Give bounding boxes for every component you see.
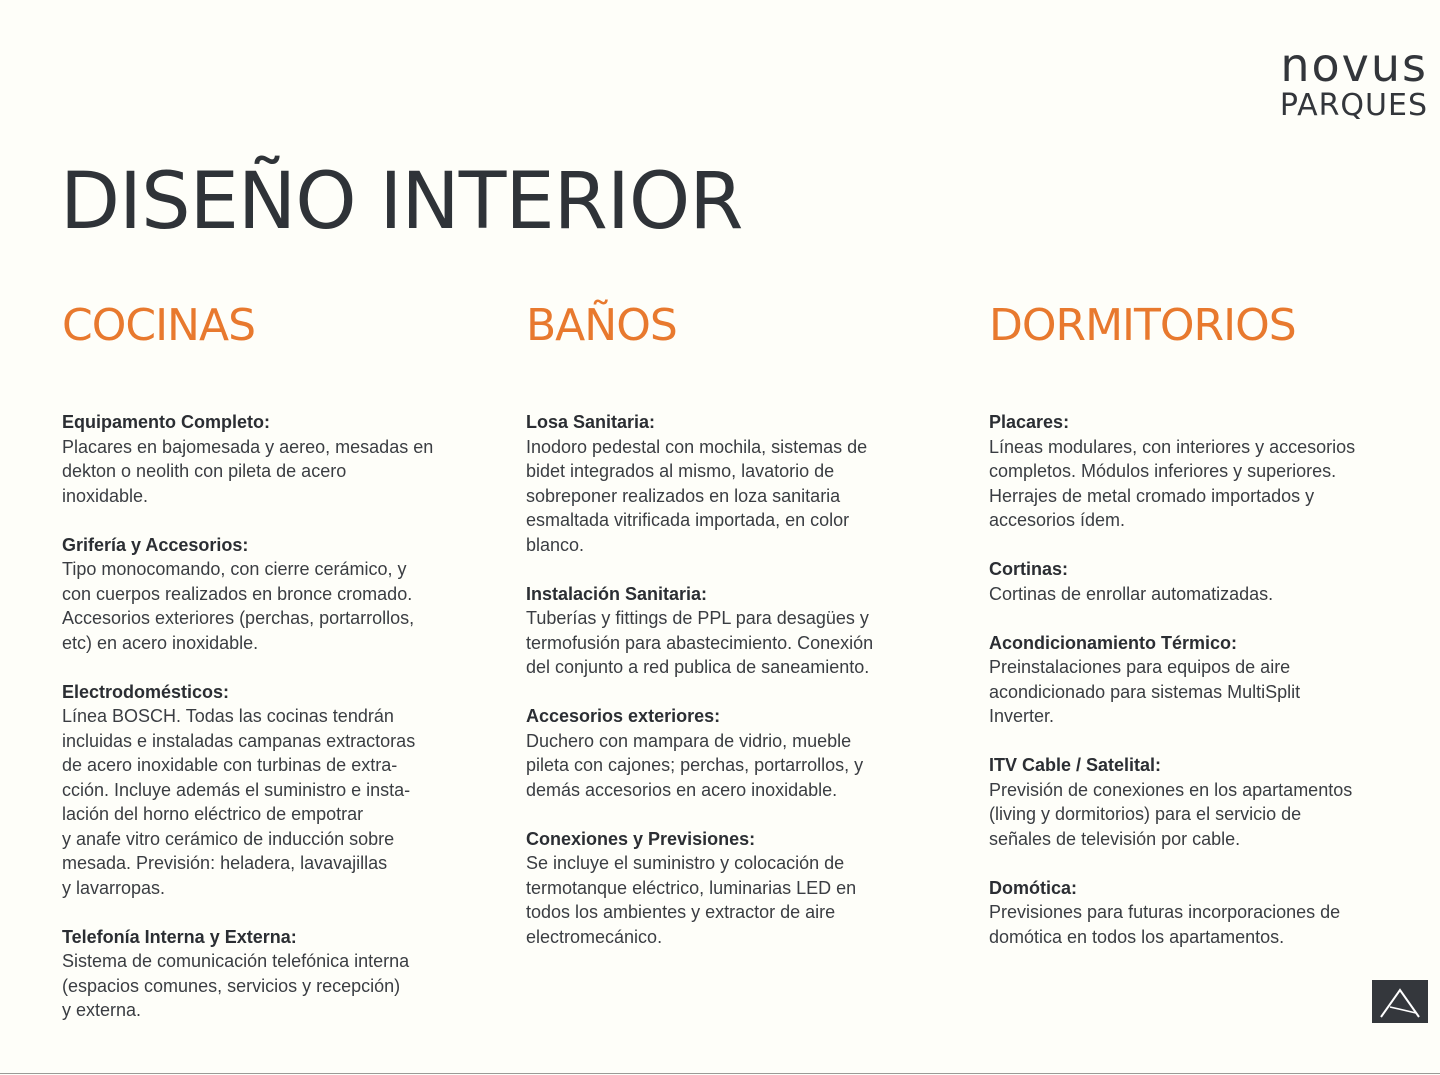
column-dormitorios <box>989 296 1389 974</box>
feature-section <box>62 680 462 901</box>
feature-title: Cortinas: <box>989 559 1069 579</box>
feature-description: Preinstalaciones para equipos de aire acondicionado para sistemas MultiSplit Inverter. <box>989 657 1301 726</box>
feature-section <box>526 410 926 557</box>
feature-description: Se incluye el suministro y colocación de termotanque eléctrico, luminarias LED en todos los ambientes y extractor de aire electromecánico. <box>526 853 857 947</box>
feature-section <box>62 925 462 1023</box>
column-heading: DORMITORIOS <box>989 300 1296 351</box>
feature-title: Telefonía Interna y Externa: <box>62 926 297 947</box>
feature-description: Duchero con mampara de vidrio, mueble pileta con cajones; perchas, portarrollos, y demás accesorios en acero inoxidable. <box>526 730 864 800</box>
chevron-peak-logo-icon <box>1372 980 1428 1023</box>
column-heading: COCINAS <box>62 300 255 351</box>
feature-description: Previsiones para futuras incorporaciones de domótica en todos los apartamentos. <box>989 902 1341 947</box>
feature-description: Inodoro pedestal con mochila, sistemas de bidet integrados al mismo, lavatorio de sobreponer realizados en loza sanitaria esmaltada vitrificada importada, en color blanco. <box>526 436 868 555</box>
feature-section <box>526 704 926 802</box>
feature-title: ITV Cable / Satelital: <box>989 755 1162 775</box>
feature-description: Líneas modulares, con interiores y accesorios completos. Módulos inferiores y superiores. Herrajes de metal cromado importados y accesorios ídem. <box>989 436 1356 530</box>
feature-description: Tipo monocomando, con cierre cerámico, y con cuerpos realizados en bronce cromado. Accesorios exteriores (perchas, portarrollos, etc) en acero inoxidable. <box>62 559 415 653</box>
feature-description: Sistema de comunicación telefónica interna (espacios comunes, servicios y recepción) y externa. <box>62 951 410 1020</box>
page-title: DISEÑO INTERIOR <box>60 157 743 247</box>
feature-title: Losa Sanitaria: <box>526 412 656 432</box>
brand-logo-subtitle: PARQUES <box>1279 88 1428 123</box>
brand-logo <box>1279 38 1428 123</box>
feature-title: Electrodomésticos: <box>62 681 230 702</box>
feature-description: Tuberías y fittings de PPL para desagües y termofusión para abastecimiento. Conexión del conjunto a red publica de saneamiento. <box>526 608 874 677</box>
feature-description: Previsión de conexiones en los apartamentos (living y dormitorios) para el servicio de señales de televisión por cable. <box>989 779 1353 849</box>
feature-section <box>989 631 1389 729</box>
column-heading: BAÑOS <box>526 300 677 351</box>
feature-section <box>989 410 1389 533</box>
feature-section <box>526 827 926 950</box>
feature-title: Instalación Sanitaria: <box>526 583 708 604</box>
column-banos <box>526 296 926 974</box>
feature-description: Placares en bajomesada y aereo, mesadas en dekton o neolith con pileta de acero inoxidable. <box>62 436 434 506</box>
feature-section <box>989 876 1389 950</box>
feature-description: Línea BOSCH. Todas las cocinas tendrán incluidas e instaladas campanas extractoras de acero inoxidable con turbinas de extra- cción. Incluye además el suministro e insta- lación del horno eléctrico de empotrar y anafe vitro cerámico de inducción sobre mesada. Previsión: heladera, lavavajillas y lavarropas. <box>62 706 416 898</box>
page-divider <box>0 1073 1440 1074</box>
feature-title: Placares: <box>989 412 1070 432</box>
brand-logo-wordmark: novus <box>1280 38 1428 92</box>
feature-title: Grifería y Accesorios: <box>62 534 249 555</box>
feature-description: Cortinas de enrollar automatizadas. <box>989 583 1274 604</box>
feature-section <box>989 753 1389 851</box>
feature-title: Domótica: <box>989 877 1078 898</box>
feature-section <box>526 582 926 680</box>
feature-title: Accesorios exteriores: <box>526 706 721 726</box>
feature-section <box>989 557 1389 606</box>
column-cocinas <box>62 296 462 1047</box>
feature-title: Equipamento Completo: <box>62 412 270 432</box>
feature-title: Conexiones y Previsiones: <box>526 828 756 849</box>
feature-section <box>62 410 462 508</box>
feature-title: Acondicionamiento Térmico: <box>989 632 1238 653</box>
feature-section <box>62 533 462 656</box>
